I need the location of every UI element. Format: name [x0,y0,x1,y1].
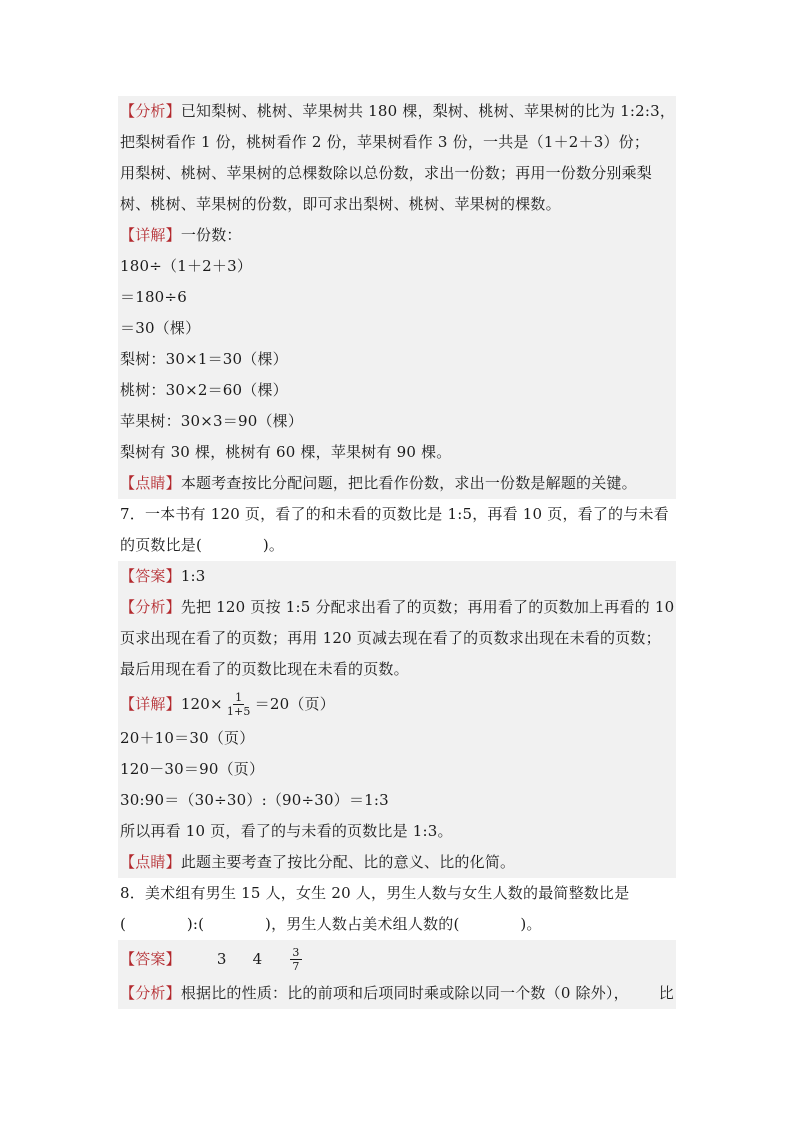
p6-analysis-line-3: 用梨树、桃树、苹果树的总棵数除以总份数，求出一份数；再用一份数分别乘梨 [118,158,676,189]
p6-detail-step: 苹果树：30×3＝90（棵） [118,406,676,437]
p6-detail-step: 180÷（1＋2＋3） [118,251,676,282]
detail-head-text: 一份数： [180,226,242,244]
q8-question-line-1: 8．美术组有男生 15 人，女生 20 人，男生人数与女生人数的最简整数比是 [120,884,630,902]
answer-text: 1:3 [180,567,206,585]
q7-analysis-line-3: 最后用现在看了的页数比现在未看的页数。 [118,654,676,685]
p6-analysis-line-1 [118,96,676,127]
analysis-text: 先把 120 页按 1:5 分配求出看了的页数；再用看了的页数加上再看的 10 [180,598,675,616]
fraction-numerator: 3 [292,945,300,959]
fraction-numerator: 1 [235,690,243,704]
answer-value: 3 [216,949,227,968]
q7-comment [118,847,676,878]
comment-tag: 【点睛】 [120,474,181,492]
p6-detail-step: 梨树：30×1＝30（棵） [118,344,676,375]
q7-question-line-2: 的页数比是( )。 [120,536,285,554]
q7-detail-step: 30:90＝（30÷30）:（90÷30）＝1:3 [118,785,676,816]
answer-tag: 【答案】 [120,949,181,968]
analysis-text: 根据比的性质：比的前项和后项同时乘或除以同一个数（0 除外）， [180,984,629,1002]
p6-detail-head [118,220,676,251]
document-content [118,96,676,1009]
q8-question-line-2: ( ):( )，男生人数占美术组人数的( )。 [120,915,542,933]
comment-text: 此题主要考查了按比分配、比的意义、比的化简。 [180,853,516,871]
p6-analysis-line-4: 树、桃树、苹果树的份数，即可求出梨树、桃树、苹果树的棵数。 [118,189,676,220]
detail-tag: 【详解】 [120,226,181,244]
detail-expression: 120× [180,694,223,713]
detail-result: ＝20（页） [254,694,335,713]
comment-tag: 【点睛】 [120,853,181,871]
analysis-text: 已知梨树、桃树、苹果树共 180 棵，梨树、桃树、苹果树的比为 1:2:3， [180,102,676,120]
p6-comment [118,468,676,499]
answer-value: 4 [252,949,263,968]
q8-answer [118,940,676,978]
p6-detail-step: 梨树有 30 棵，桃树有 60 棵，苹果树有 90 棵。 [118,437,676,468]
fraction-denominator: 7 [292,959,300,973]
fraction-denominator: 1+5 [226,704,251,718]
q7-detail-head [118,685,676,723]
analysis-text-end: 比 [658,984,674,1002]
q7-question-line-1: 7．一本书有 120 页，看了的和未看的页数比是 1:5，再看 10 页，看了的与未看 [120,505,669,523]
fraction [225,691,253,718]
q8-analysis-line-1 [118,978,676,1009]
analysis-tag: 【分析】 [120,102,181,120]
p6-detail-step: ＝180÷6 [118,282,676,313]
q7-answer [118,561,676,592]
q7-detail-step: 20＋10＝30（页） [118,723,676,754]
answer-fraction [290,946,301,973]
analysis-tag: 【分析】 [120,598,181,616]
p6-detail-step: ＝30（棵） [118,313,676,344]
q7-analysis-line-2: 页求出现在看了的页数；再用 120 页减去现在看了的页数求出现在未看的页数； [118,623,676,654]
p6-detail-step: 桃树：30×2＝60（棵） [118,375,676,406]
analysis-tag: 【分析】 [120,984,181,1002]
q7-analysis-line-1 [118,592,676,623]
comment-text: 本题考查按比分配问题，把比看作份数，求出一份数是解题的关键。 [180,474,637,492]
p6-analysis-line-2: 把梨树看作 1 份，桃树看作 2 份，苹果树看作 3 份，一共是（1＋2＋3）份； [118,127,676,158]
q7-detail-step: 120－30＝90（页） [118,754,676,785]
q7-detail-step: 所以再看 10 页，看了的与未看的页数比是 1:3。 [118,816,676,847]
answer-tag: 【答案】 [120,567,181,585]
detail-tag: 【详解】 [120,694,181,713]
